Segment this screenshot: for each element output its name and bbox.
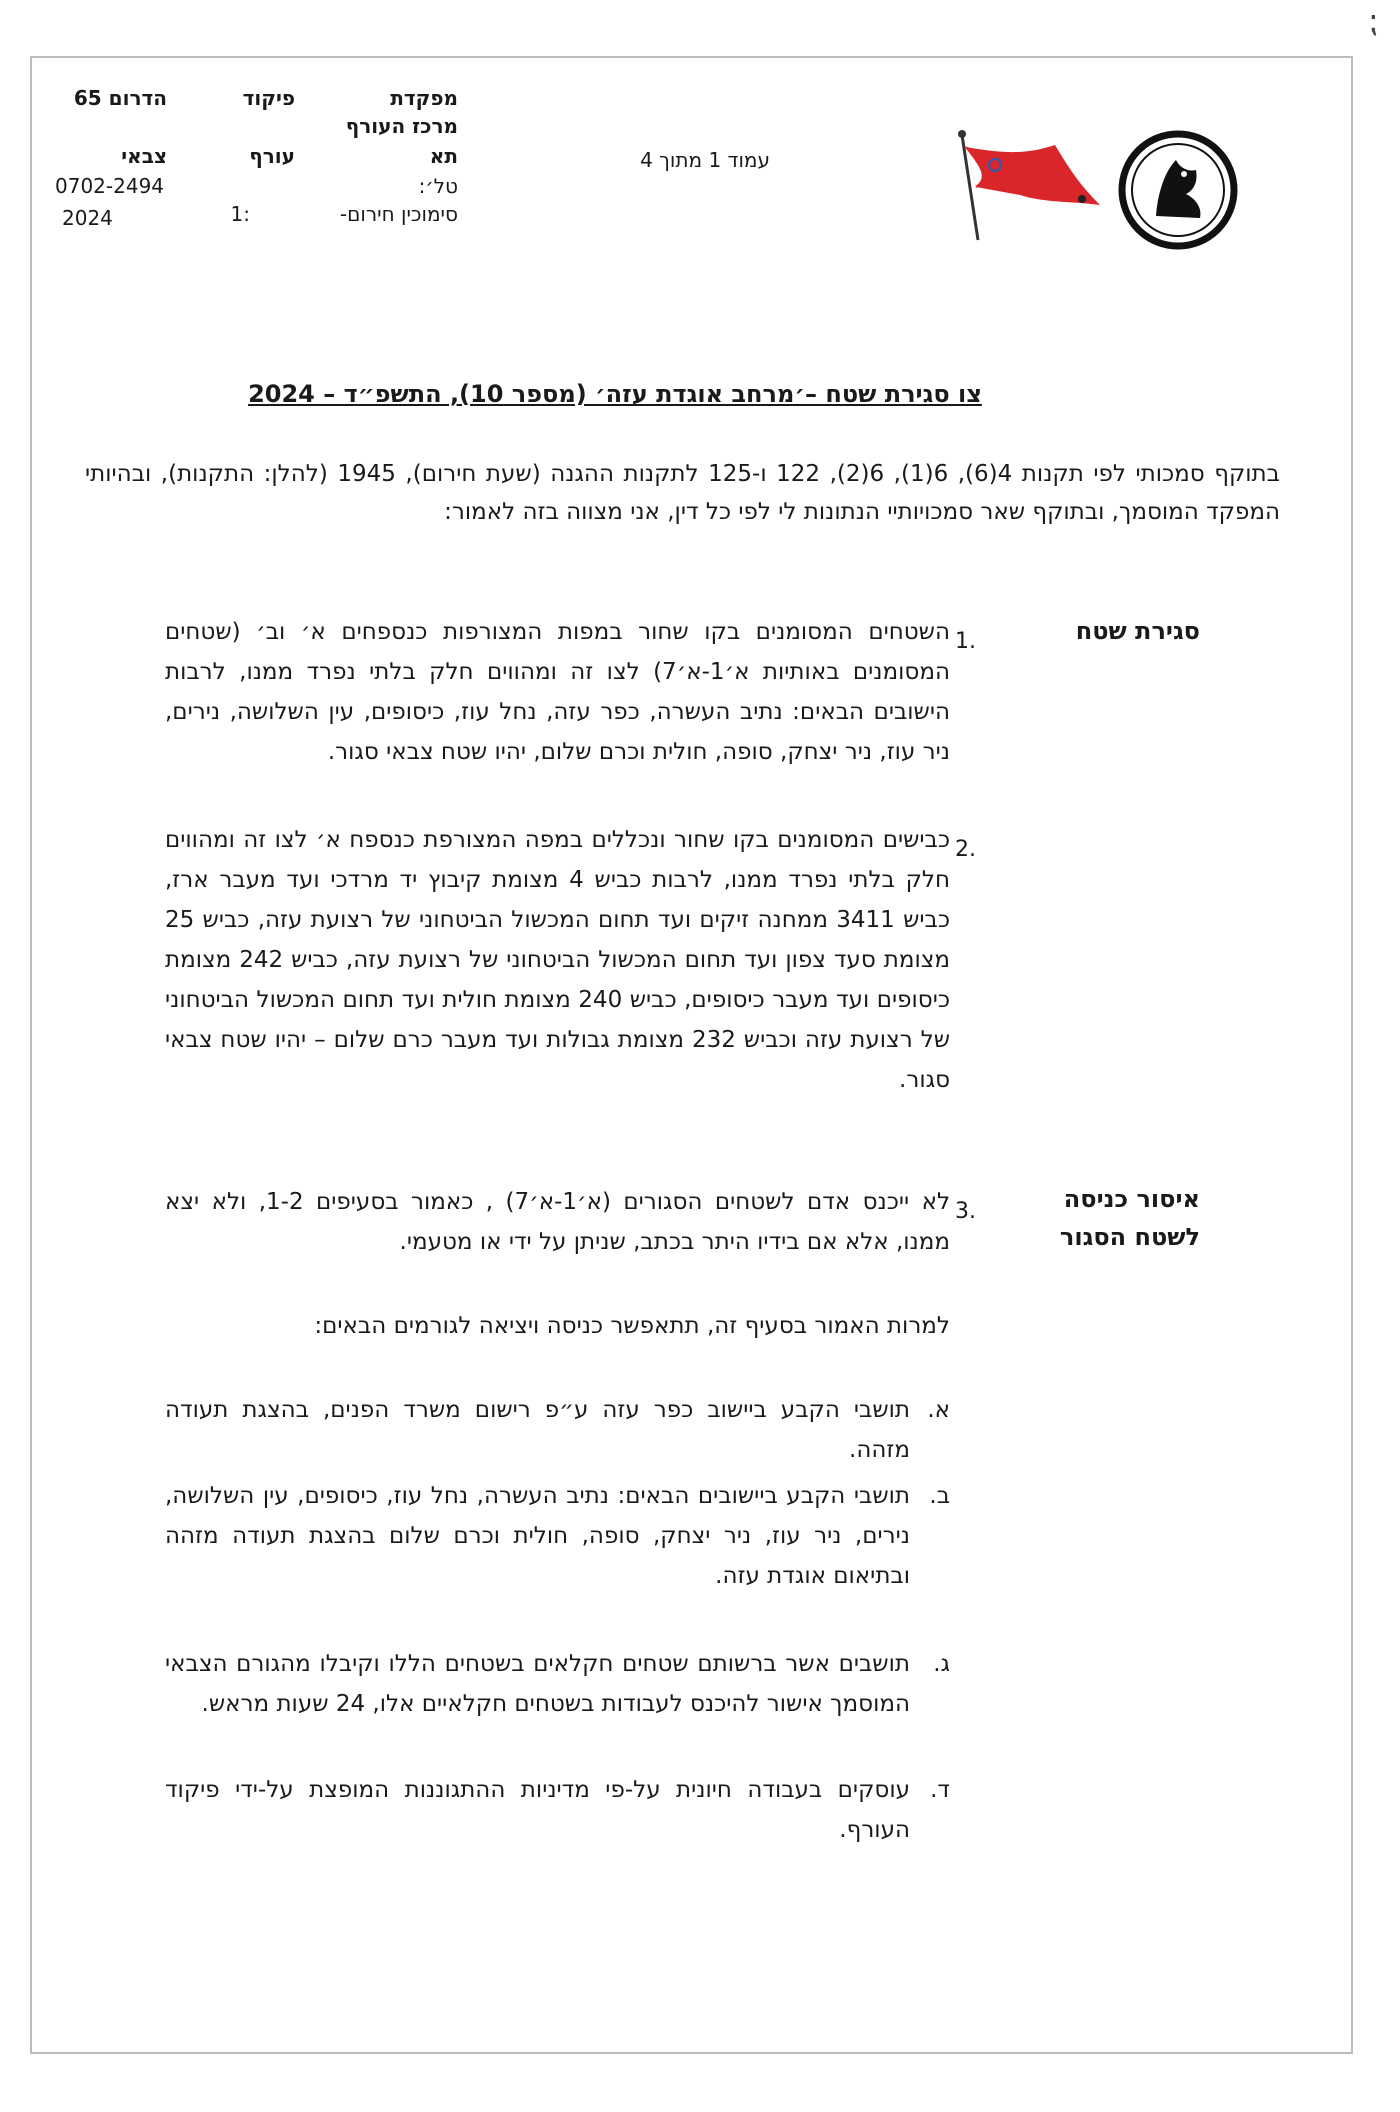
- header-unit: תא: [429, 144, 458, 168]
- section-label-closure: סגירת שטח: [1075, 617, 1200, 645]
- corner-mark: ⁏: [1367, 2, 1378, 40]
- sub-item-c: תושבים אשר ברשותם שטחים חקלאים בשטחים הללו וקיבלו מהגורם הצבאי המוסמך אישור להיכנס לעבודות בשטחים חקלאיים אלו, 24 שעות מראש.: [165, 1651, 910, 1717]
- header-command: פיקוד: [242, 86, 295, 110]
- header-hq-sub: מרכז העורף: [345, 114, 458, 138]
- section-label-entry-line1: איסור כניסה: [1063, 1185, 1200, 1213]
- paragraph-number: 2.: [955, 837, 976, 862]
- sub-item-letter: ד.: [930, 1777, 950, 1803]
- order-title: צו סגירת שטח –׳מרחב אוגדת עזה׳ (מספר 10), התשפ״ד – 2024: [248, 380, 982, 408]
- header-reference-value: :1: [230, 202, 250, 226]
- paragraph-number: 1.: [955, 629, 976, 654]
- header-hq: מפקדת: [390, 86, 458, 110]
- paragraph-number: 3.: [955, 1199, 976, 1224]
- preamble: בתוקף סמכותי לפי תקנות 4(6), 6(1), 6(2), 122 ו-125 לתקנות ההגנה (שעת חירום), 1945 (להלן: התקנות), ובהיותי המפקד המוסמך, ובתוקף שאר סמכויותיי הנתונות לי לפי כל דין, אני מצווה בזה לאמור:: [85, 461, 1280, 525]
- paragraph-1: השטחים המסומנים בקו שחור במפות המצורפות כנספחים א׳ וב׳ (שטחים המסומנים באותיות א׳1-א׳7) לצו זה ומהווים חלק בלתי נפרד ממנו, לרבות הישובים הבאים: נתיב העשרה, כפר עזה, נחל עוז, כיסופים, עין השלושה, נירים, ניר עוז, ניר יצחק, סופה, חולית וכרם שלום, יהיו שטח צבאי סגור.: [165, 619, 950, 765]
- sub-item-d: עוסקים בעבודה חיונית על-פי מדיניות ההתגוננות המופצת על-ידי פיקוד העורף.: [165, 1777, 910, 1843]
- header-reference-label: סימוכין חירום-: [339, 202, 458, 226]
- sub-item-letter: א.: [927, 1397, 950, 1423]
- sub-item-letter: ב.: [929, 1483, 950, 1509]
- homefront-emblem-icon: [1118, 130, 1238, 250]
- page-number: עמוד 1 מתוך 4: [640, 148, 770, 172]
- header-phone-number: 0702-2494: [55, 174, 165, 198]
- header-military: צבאי: [121, 144, 167, 168]
- header-homefront: עורף: [249, 144, 295, 168]
- header-year: 2024: [62, 206, 113, 230]
- sub-item-a: תושבי הקבע ביישוב כפר עזה ע״פ רישום משרד הפנים, בהצגת תעודה מזהה.: [165, 1397, 910, 1463]
- sub-item-letter: ג.: [933, 1651, 950, 1677]
- header-phone-label: טל׳:: [418, 174, 458, 198]
- paragraph-3: לא ייכנס אדם לשטחים הסגורים (א׳1-א׳7) , כאמור בסעיפים 1-2, ולא יצא ממנו, אלא אם בידיו היתר בכתב, שניתן על ידי או מטעמי.: [165, 1189, 951, 1255]
- section-label-entry-line2: לשטח הסגור: [1059, 1223, 1200, 1251]
- logos: [950, 125, 1240, 255]
- sub-item-b: תושבי הקבע ביישובים הבאים: נתיב העשרה, נחל עוז, כיסופים, עין השלושה, נירים, ניר עוז, ניר יצחק, סופה, חולית וכרם שלום בהצגת תעודה מזהה ובתיאום אוגדת עזה.: [165, 1483, 910, 1589]
- header-south: הדרום 65: [73, 86, 167, 110]
- paragraph-3-continued: למרות האמור בסעיף זה, תתאפשר כניסה ויציאה לגורמים הבאים:: [314, 1313, 950, 1339]
- paragraph-2: כבישים המסומנים בקו שחור ונכללים במפה המצורפת כנספח א׳ לצו זה ומהווים חלק בלתי נפרד ממנו, לרבות כביש 4 מצומת קיבוץ יד מרדכי ועד מעבר ארז, כביש 3411 ממחנה זיקים ועד תחום המכשול הביטחוני של רצועת עזה, כביש 25 מצומת סעד צפון ועד תחום המכשול הביטחוני של רצועת עזה, כביש 242 מצומת כיסופים ועד מעבר כיסופים, כביש 240 מצומת חולית ועד תחום המכשול הביטחוני של רצועת עזה וכביש 232 מצומת גבולות ועד מעבר כרם שלום – יהיו שטח צבאי סגור.: [165, 827, 951, 1093]
